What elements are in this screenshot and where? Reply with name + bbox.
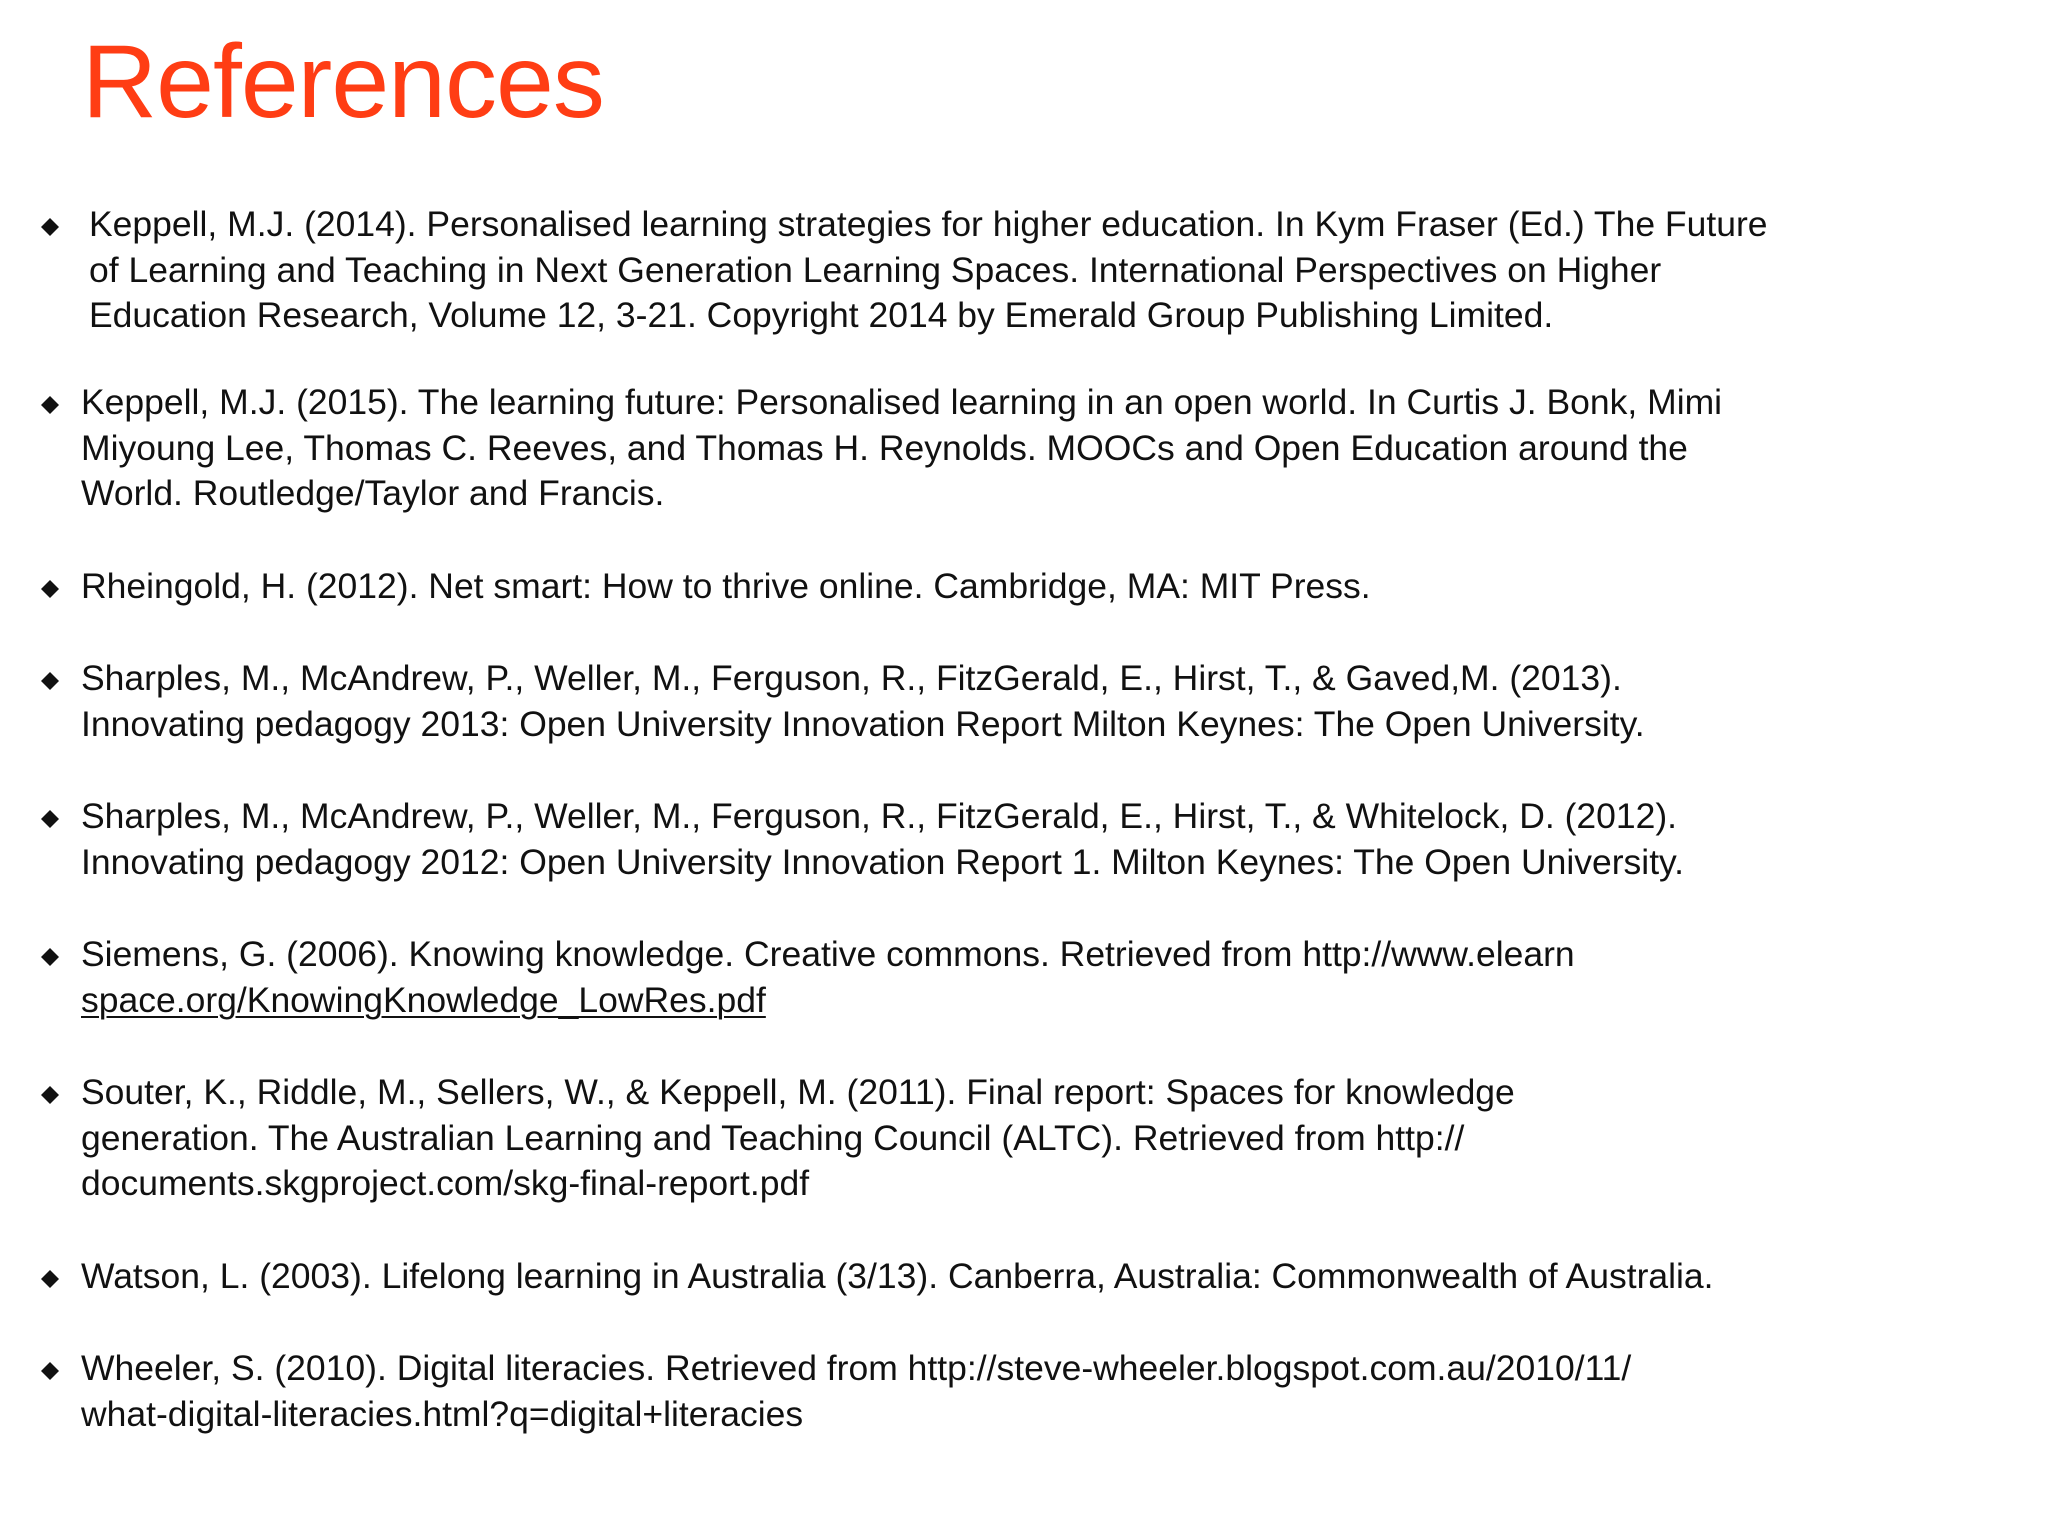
diamond-bullet-icon xyxy=(41,948,59,966)
reference-line: Innovating pedagogy 2012: Open University Innovation Report 1. Milton Keynes: The Open University. xyxy=(81,841,1685,882)
reference-text xyxy=(81,564,1371,610)
reference-line: Souter, K., Riddle, M., Sellers, W., & Keppell, M. (2011). Final report: Spaces for knowledge xyxy=(81,1072,1515,1112)
reference-line: Keppell, M.J. (2014). Personalised learning strategies for higher education. In Kym Fraser (Ed.) The Future xyxy=(89,204,1768,244)
reference-text xyxy=(81,1346,1631,1437)
diamond-bullet-icon xyxy=(41,396,59,414)
reference-line: Education Research, Volume 12, 3-21. Copyright 2014 by Emerald Group Publishing Limited. xyxy=(89,295,1554,335)
reference-link[interactable]: space.org/KnowingKnowledge_LowRes.pdf xyxy=(81,979,766,1020)
reference-text xyxy=(81,1254,1714,1300)
reference-text xyxy=(89,202,1768,339)
reference-line: what-digital-literacies.html?q=digital+literacies xyxy=(81,1393,804,1434)
reference-line: Miyoung Lee, Thomas C. Reeves, and Thomas H. Reynolds. MOOCs and Open Education around the xyxy=(81,427,1688,468)
diamond-bullet-icon xyxy=(41,580,59,598)
reference-line: Sharples, M., McAndrew, P., Weller, M., Ferguson, R., FitzGerald, E., Hirst, T., & Whitelock, D. (2012). xyxy=(81,796,1678,836)
reference-line: Sharples, M., McAndrew, P., Weller, M., Ferguson, R., FitzGerald, E., Hirst, T., & Gaved,M. (2013). xyxy=(81,658,1622,698)
reference-text xyxy=(81,1070,1515,1207)
diamond-bullet-icon xyxy=(41,1270,59,1288)
reference-line: World. Routledge/Taylor and Francis. xyxy=(81,473,665,513)
reference-text xyxy=(81,932,1575,1023)
reference-text xyxy=(81,656,1645,747)
diamond-bullet-icon xyxy=(41,1362,59,1380)
diamond-bullet-icon xyxy=(41,672,59,690)
reference-line: of Learning and Teaching in Next Generation Learning Spaces. International Perspectives on Higher xyxy=(89,249,1662,290)
reference-line: Innovating pedagogy 2013: Open University Innovation Report Milton Keynes: The Open University. xyxy=(81,703,1645,744)
reference-line: Keppell, M.J. (2015). The learning future: Personalised learning in an open world. In Curtis J. Bonk, Mimi xyxy=(81,382,1723,422)
diamond-bullet-icon xyxy=(41,810,59,828)
reference-line: documents.skgproject.com/skg-final-report.pdf xyxy=(81,1163,810,1203)
diamond-bullet-icon xyxy=(41,218,59,236)
slide-title: References xyxy=(82,24,604,140)
reference-line: Siemens, G. (2006). Knowing knowledge. Creative commons. Retrieved from http://www.elearn xyxy=(81,934,1575,974)
reference-text xyxy=(81,380,1722,517)
diamond-bullet-icon xyxy=(41,1086,59,1104)
reference-line: generation. The Australian Learning and Teaching Council (ALTC). Retrieved from http:// xyxy=(81,1117,1465,1158)
reference-line: Watson, L. (2003). Lifelong learning in Australia (3/13). Canberra, Australia: Commonwealth of Australia. xyxy=(81,1256,1714,1296)
reference-line: Wheeler, S. (2010). Digital literacies. Retrieved from http://steve-wheeler.blogspot.com.au/2010/11/ xyxy=(81,1348,1632,1388)
reference-line: Rheingold, H. (2012). Net smart: How to thrive online. Cambridge, MA: MIT Press. xyxy=(81,566,1371,606)
reference-text xyxy=(81,794,1684,885)
